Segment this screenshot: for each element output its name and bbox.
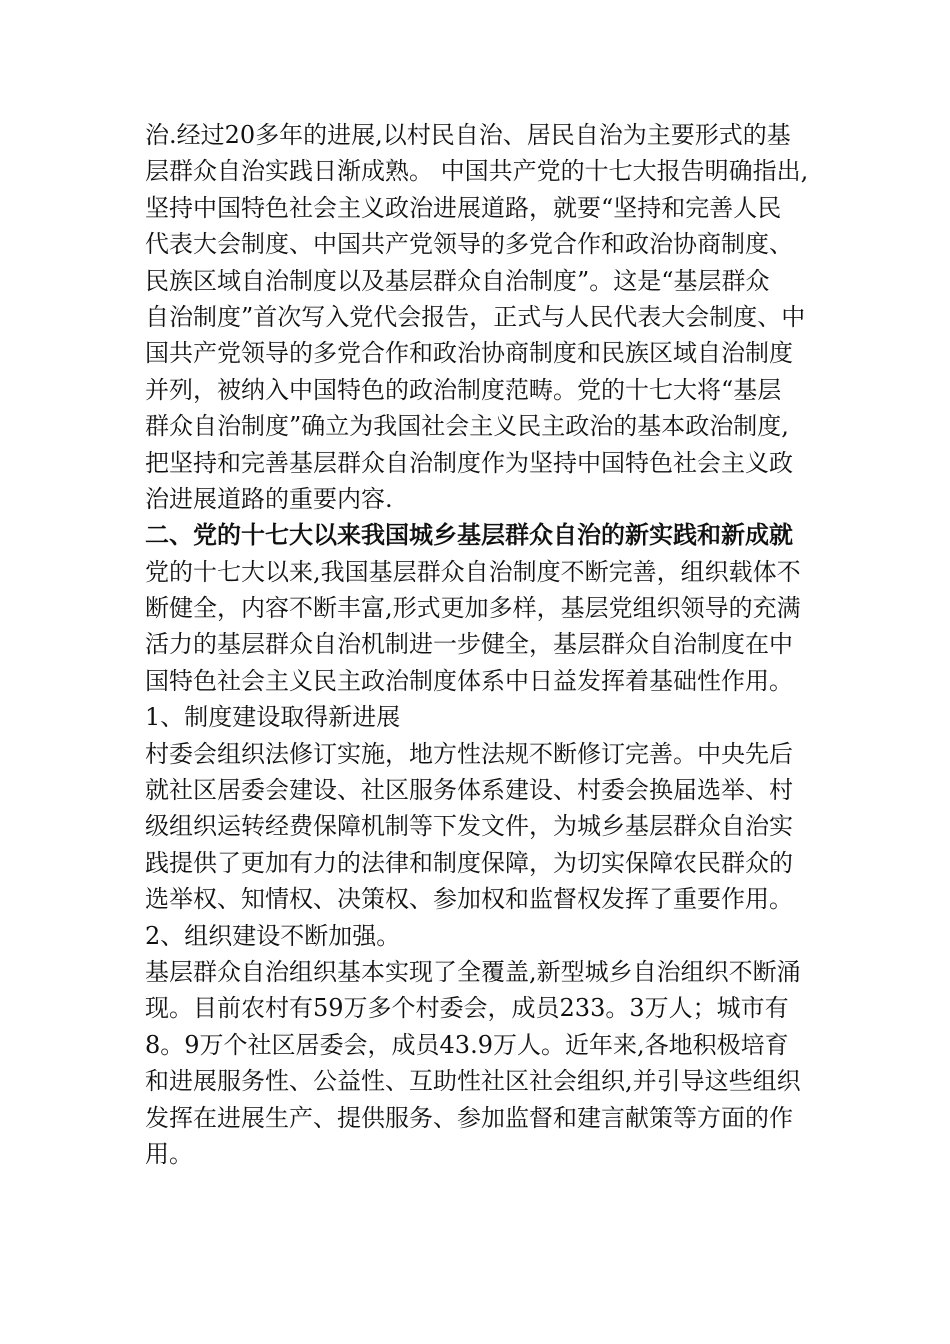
paragraph-line: 现。目前农村有59万多个村委会，成员233。3万人；城市有 (145, 994, 789, 1023)
paragraph-line: 国共产党领导的多党合作和政治协商制度和民族区域自治制度 (145, 339, 793, 368)
paragraph-line: 就社区居委会建设、社区服务体系建设、村委会换届选举、村 (145, 776, 793, 805)
paragraph-line: 治.经过20多年的进展,以村民自治、居民自治为主要形式的基 (145, 121, 791, 149)
paragraph-line: 村委会组织法修订实施，地方性法规不断修订完善。中央先后 (145, 739, 793, 768)
section-heading-line: 二、党的十七大以来我国城乡基层群众自治的新实践和新成就 (145, 520, 793, 550)
paragraph-line: 2、组织建设不断加强。 (145, 921, 401, 950)
paragraph-line: 自治制度”首次写入党代会报告，正式与人民代表大会制度、中 (145, 302, 806, 331)
paragraph-line: 党的十七大以来,我国基层群众自治制度不断完善，组织载体不 (145, 557, 801, 586)
paragraph-line: 8。9万个社区居委会，成员43.9万人。近年来,各地积极培育 (145, 1030, 789, 1059)
paragraph-line: 和进展服务性、公益性、互助性社区社会组织,并引导这些组织 (145, 1067, 801, 1096)
paragraph-line: 把坚持和完善基层群众自治制度作为坚持中国特色社会主义政 (145, 448, 793, 477)
paragraph-line: 层群众自治实践日渐成熟。 中国共产党的十七大报告明确指出, (145, 157, 809, 186)
paragraph-line: 断健全，内容不断丰富,形式更加多样，基层党组织领导的充满 (145, 594, 801, 623)
paragraph-line: 国特色社会主义民主政治制度体系中日益发挥着基础性作用。 (145, 666, 793, 695)
paragraph-line: 治进展道路的重要内容. (145, 484, 393, 513)
paragraph-line: 发挥在进展生产、提供服务、参加监督和建言献策等方面的作 (145, 1103, 793, 1132)
paragraph-line: 坚持中国特色社会主义政治进展道路，就要“坚持和完善人民 (145, 193, 782, 222)
body-text (145, 117, 825, 1172)
paragraph-line: 践提供了更加有力的法律和制度保障，为切实保障农民群众的 (145, 848, 793, 877)
paragraph-line: 用。 (145, 1139, 193, 1168)
paragraph-line: 1、制度建设取得新进展 (145, 703, 401, 732)
paragraph-line: 代表大会制度、中国共产党领导的多党合作和政治协商制度、 (145, 230, 793, 259)
paragraph-line: 级组织运转经费保障机制等下发文件，为城乡基层群众自治实 (145, 812, 793, 841)
paragraph-line: 民族区域自治制度以及基层群众自治制度”。这是“基层群众 (145, 266, 770, 295)
paragraph-line: 并列，被纳入中国特色的政治制度范畴。党的十七大将“基层 (145, 375, 782, 404)
paragraph-line: 活力的基层群众自治机制进一步健全，基层群众自治制度在中 (145, 630, 793, 659)
paragraph-line: 基层群众自治组织基本实现了全覆盖,新型城乡自治组织不断涌 (145, 957, 801, 986)
paragraph-line: 群众自治制度”确立为我国社会主义民主政治的基本政治制度, (145, 412, 789, 441)
paragraph-line: 选举权、知情权、决策权、参加权和监督权发挥了重要作用。 (145, 885, 793, 914)
